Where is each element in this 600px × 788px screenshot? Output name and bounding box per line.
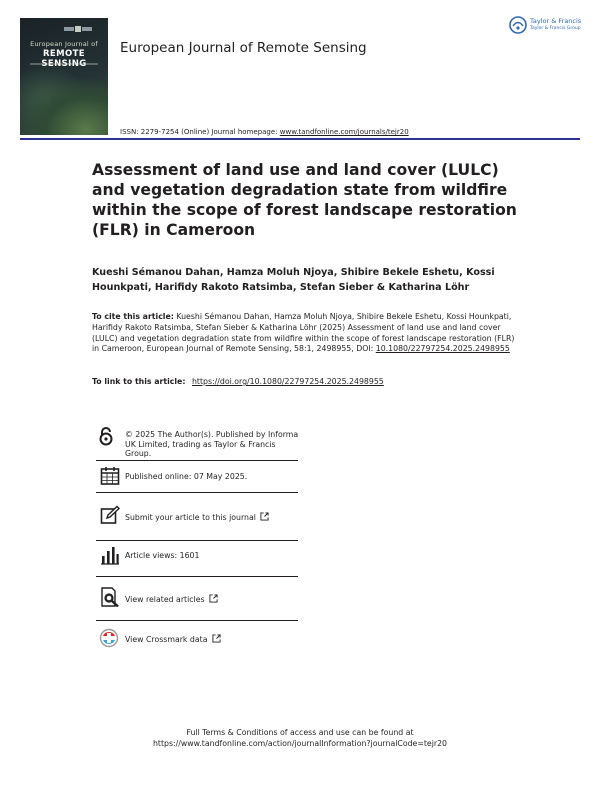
divider: [96, 460, 298, 461]
citation-block: [92, 312, 522, 355]
edit-icon: [100, 505, 120, 525]
bar-chart-icon: [100, 545, 120, 565]
journal-title: European Journal of Remote Sensing: [120, 40, 367, 56]
external-link-icon: [209, 594, 218, 603]
calendar-icon: [100, 466, 120, 486]
citation-label: To cite this article:: [92, 312, 174, 321]
crossmark-icon: [99, 628, 119, 648]
license-text: © 2025 The Author(s). Published by Informa UK Limited, trading as Taylor & Francis Group.: [125, 430, 299, 459]
divider: [96, 540, 298, 541]
view-crossmark-link[interactable]: [125, 634, 221, 645]
submit-article-link[interactable]: [125, 512, 269, 523]
submit-article-label: Submit your article to this journal: [125, 513, 256, 522]
header-rule: [20, 138, 580, 140]
publisher-tagline: Taylor & Francis Group: [530, 26, 581, 31]
published-date: Published online: 07 May 2025.: [125, 472, 248, 481]
issn-line: [120, 128, 409, 136]
article-authors: Kueshi Sémanou Dahan, Hamza Moluh Njoya, Shibire Bekele Eshetu, Kossi Hounkpati, Harifidy Rakoto Ratsimba, Stefan Sieber & Katharina Löhr: [92, 267, 495, 293]
article-title: Assessment of land use and land cover (LULC) and vegetation degradation state from wildfire within the scope of forest landscape restoration (FLR) in Cameroon: [92, 161, 517, 239]
cover-title-line2: REMOTE SENSING: [41, 49, 87, 69]
citation-text: Kueshi Sémanou Dahan, Hamza Moluh Njoya, Shibire Bekele Eshetu, Kossi Hounkpati, Harifidy Rakoto Ratsimba, Stefan Sieber & Katharina Löhr (2025) Assessment of land use and land cover (LULC) and vegetation degradation state from wildfire within the scope of forest landscape restoration (FLR) in Cameroon, European Journal of Remote Sensing, 58:1, 2498955, DOI:: [92, 312, 515, 354]
cover-divider: [30, 63, 98, 65]
related-search-icon: [100, 587, 120, 607]
doi-link[interactable]: 10.1080/22797254.2025.2498955: [375, 344, 510, 354]
terms-line: Full Terms & Conditions of access and use can be found at: [186, 728, 414, 737]
view-crossmark-label: View Crossmark data: [125, 635, 208, 644]
divider: [96, 620, 298, 621]
article-link-label: To link to this article:: [92, 377, 186, 386]
divider: [96, 576, 298, 577]
journal-cover-image: [20, 18, 108, 135]
external-link-icon: [260, 512, 269, 521]
external-link-icon: [212, 634, 221, 643]
view-related-label: View related articles: [125, 595, 205, 604]
publisher-name: Taylor & Francis: [530, 17, 582, 25]
view-related-articles-link[interactable]: [125, 594, 218, 605]
issn-text: ISSN: 2279-7254 (Online) Journal homepage:: [120, 128, 280, 136]
article-link-line: [92, 377, 384, 386]
open-access-icon: [96, 426, 116, 446]
satellite-icon: [64, 24, 92, 34]
article-doi-url[interactable]: https://doi.org/10.1080/22797254.2025.2498955: [191, 377, 384, 386]
journal-homepage-link[interactable]: www.tandfonline.com/journals/tejr20: [279, 128, 409, 136]
cover-title-line1: European Journal of: [30, 40, 98, 48]
article-views: Article views: 1601: [125, 551, 200, 560]
divider: [96, 492, 298, 493]
terms-url-link[interactable]: https://www.tandfonline.com/action/journalInformation?journalCode=tejr20: [152, 739, 448, 748]
